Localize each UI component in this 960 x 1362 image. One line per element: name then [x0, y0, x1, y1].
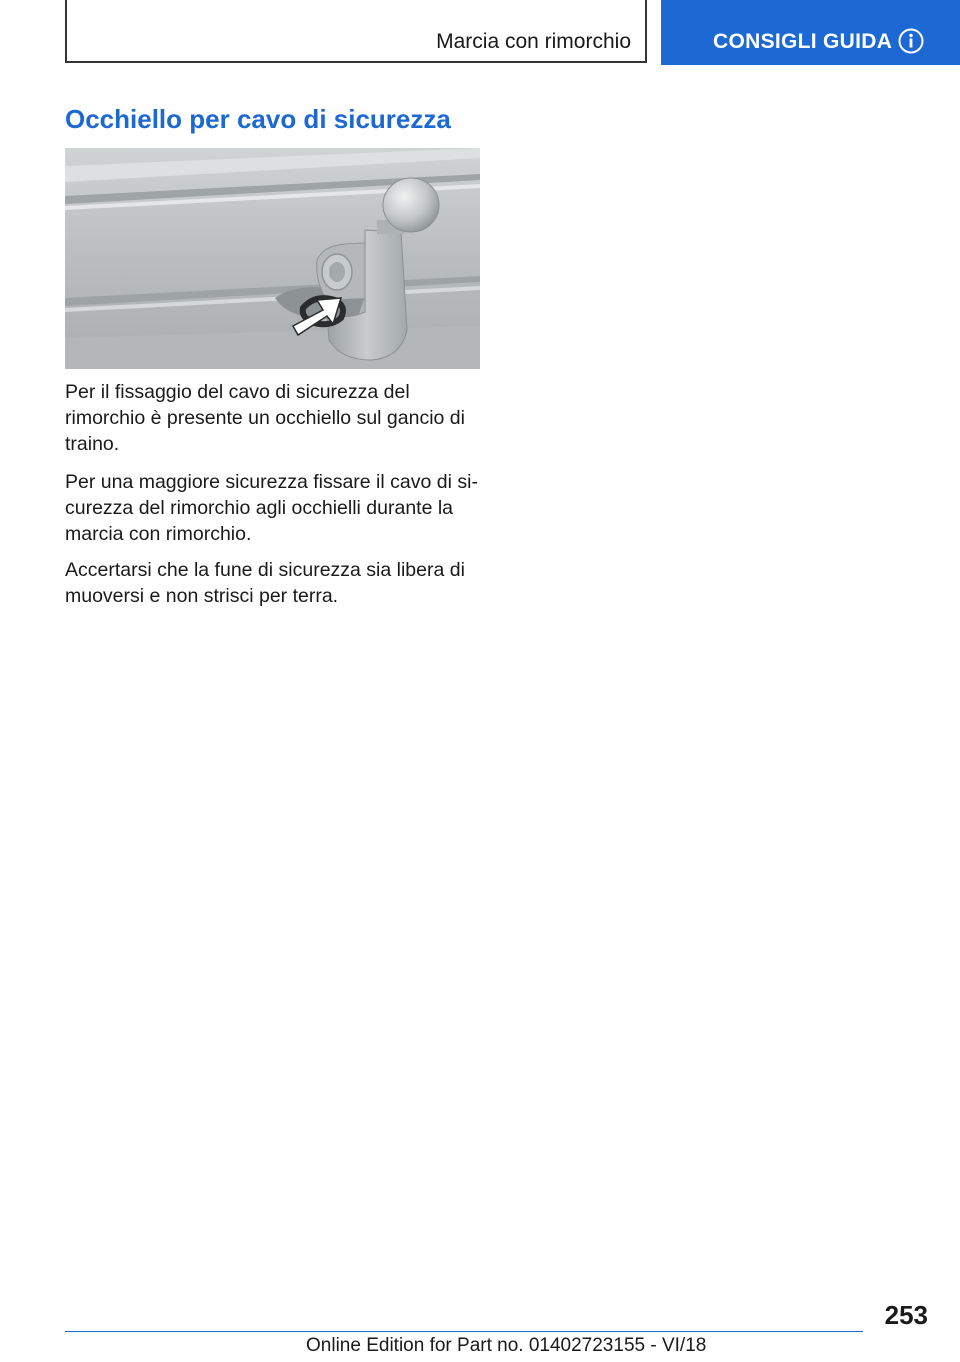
chapter-tab-label: CONSIGLI GUIDA — [713, 30, 893, 53]
footer-edition: Online Edition for Part no. 01402723155 - VI/18 — [306, 1335, 707, 1356]
header-section-title: Marcia con rimorchio — [436, 30, 631, 53]
info-icon[interactable] — [898, 28, 924, 54]
header-chapter-tab[interactable] — [661, 0, 960, 65]
header-section-box — [65, 0, 647, 63]
paragraph: Per una maggiore sicurezza fissare il cavo di sicurezza del rimorchio agli occhielli durante la marcia con rimorchio. — [65, 471, 478, 545]
body-text — [65, 379, 490, 621]
page-title: Occhiello per cavo di sicurezza — [65, 104, 451, 134]
paragraph: Per il fissaggio del cavo di sicurezza del rimorchio è presente un occhiello sul gancio di traino. — [65, 381, 465, 455]
tow-hook-illustration — [65, 148, 480, 369]
paragraph: Accertarsi che la fune di sicurezza sia libera di muoversi e non strisci per terra. — [65, 559, 465, 607]
page-number: 253 — [884, 1300, 928, 1330]
footer-divider — [65, 1331, 863, 1332]
